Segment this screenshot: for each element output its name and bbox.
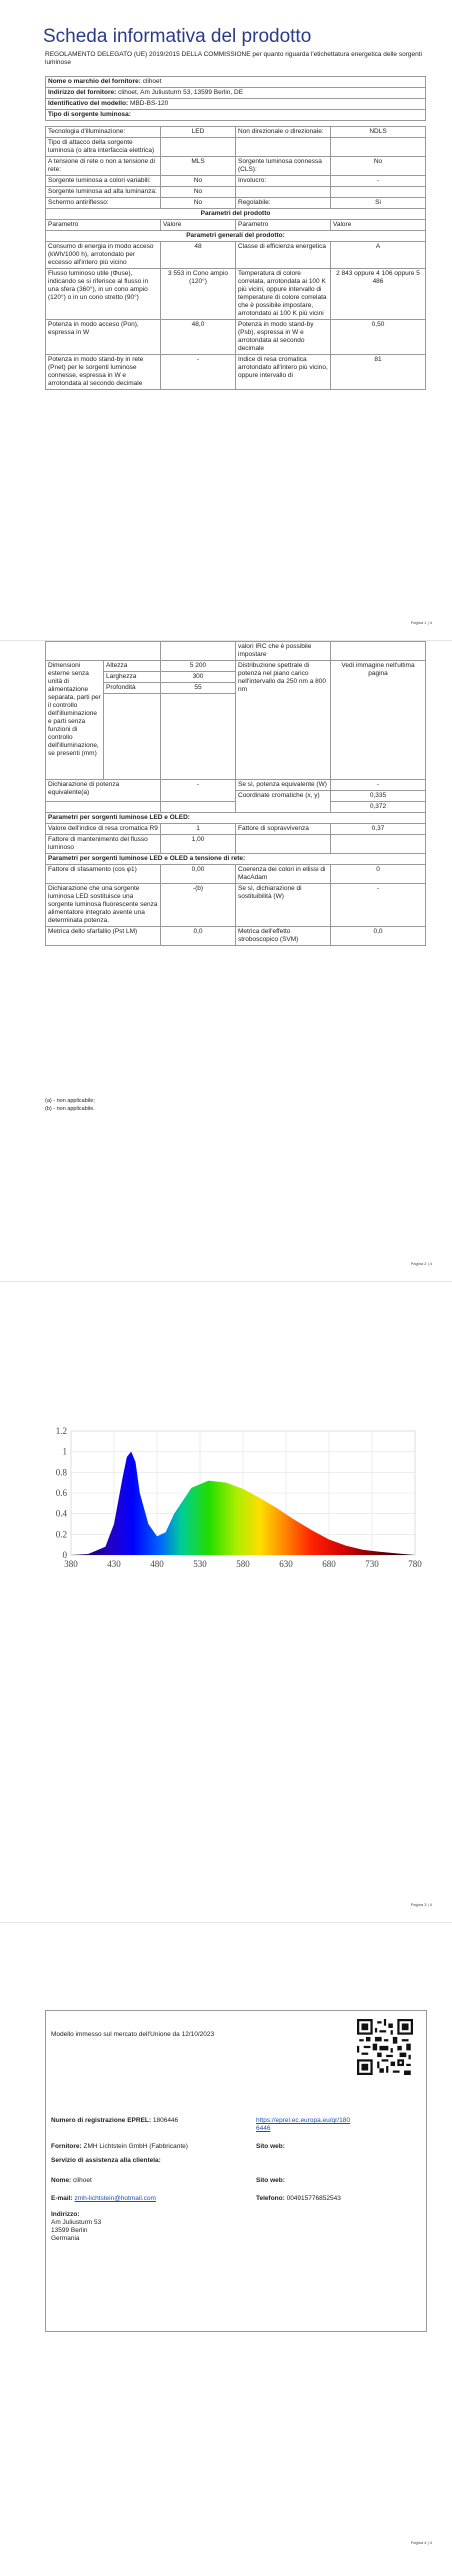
footnote-a: (a) - non applicabile; (45, 1098, 95, 1104)
supplier-value: ZMH Lichtstein GmbH (Fabbricante) (83, 2143, 188, 2150)
footnotes (45, 1097, 95, 1113)
y-tick-label: 1 (62, 1446, 67, 1457)
table-row: Sorgente luminosa ad alta luminanza: No (46, 187, 426, 198)
x-tick-label: 430 (107, 1559, 121, 1569)
table-row (46, 642, 426, 661)
table-row: Fattore di sfasamento (cos φ1) 0,00 Coerenza dei colori in ellissi di MacAdam 0 (46, 865, 426, 884)
params-table-continued (45, 641, 426, 946)
email-link[interactable]: zmh-lichtstein@hotmail.com (74, 2195, 156, 2202)
spectral-chart (43, 1425, 423, 1575)
table-row: Flusso luminoso utile (Φuse), indicando se si riferisce al flusso in una sfera (360°), in un cono ampio (120°) o in un cono stretto (90°) 3 553 in Cono ampio (120°) Temperatura di colore correlata, arrotondata ai 100 K più vicini, oppure intervallo di temperature di colore correlata che è possibile impostare, arrotondato ai 100 K più vicini 2 843 oppure 4 106 oppure 5 486 (46, 269, 426, 320)
qr-code[interactable] (357, 2019, 413, 2075)
document-subtitle: REGOLAMENTO DELEGATO (UE) 2019/2015 DELLA COMMISSIONE per quanto riguarda l'etichettatura energetica delle sorgenti luminose (45, 51, 422, 66)
table-row: Dimensioni esterne senza unità di alimentazione separata, parti per il controllo dell'illuminazione e parti senza funzioni di controllo dell'illuminazione, se presenti (mm) Altezza 5 200 Distribuzione spettrale di potenza nel piano carico nell'intervallo da 250 nm a 800 nm Vedi immagine nell'ultima pagina (46, 661, 426, 672)
table-row (46, 110, 426, 121)
y-tick-label: 1.2 (55, 1426, 67, 1436)
eprel-link[interactable]: https://eprel.ec.europa.eu/qr/1806446 (256, 2117, 350, 2132)
x-tick-label: 630 (279, 1559, 293, 1569)
service-name-value: clihoet (73, 2177, 92, 2184)
table-row: Schermo antiriflesso: No Regolabile: Si (46, 198, 426, 209)
document-title: Scheda informativa del prodotto (43, 26, 312, 47)
x-tick-label: 680 (322, 1559, 336, 1569)
x-tick-label: 530 (193, 1559, 207, 1569)
y-tick-label: 0.4 (55, 1508, 67, 1519)
table-row: 0,372 (46, 802, 426, 813)
table-row: Profondità 55 (46, 683, 426, 694)
table-row: Coordinate cromatiche (x, y) 0,335 (46, 791, 426, 802)
table-row (46, 99, 426, 110)
x-tick-label: 730 (365, 1559, 379, 1569)
page-number: Pagina 2 | 4 (410, 1261, 432, 1266)
x-tick-label: 380 (64, 1559, 78, 1569)
supplier-name-value: clihoet (142, 78, 162, 85)
table-row: Potenza in modo stand-by in rete (Pnet) per le sorgenti luminose connesse, espressa in W e arrotondata al secondo decimale - Indice di resa cromatica arrotondato all'intero più vicino, oppure intervallo di 81 (46, 355, 426, 390)
model-id-value: MBD-BS-120 (130, 100, 169, 107)
y-tick-label: 0.6 (55, 1488, 67, 1498)
params-header: Parametri del prodotto (46, 209, 426, 220)
type-table (45, 126, 426, 390)
table-row: Tecnologia d'illuminazione: LED Non direzionale o direzionale: NDLS (46, 127, 426, 138)
eprel-card (45, 2010, 427, 2332)
customer-service-label: Servizio di assistenza alla clientela: (51, 2157, 161, 2164)
address-label: Indirizzo: (51, 2211, 80, 2218)
x-tick-label: 780 (408, 1559, 422, 1569)
dimensions-label: Dimensioni esterne senza unità di alimentazione separata, parti per il controllo dell'illuminazione e parti senza funzioni di controllo dell'illuminazione, se presenti (mm) (46, 661, 104, 780)
table-row: Potenza in modo acceso (Pon), espressa in W 48,0 Potenza in modo stand-by (Psb), espressa in W e arrotondata al secondo decimale 0,50 (46, 320, 426, 355)
registration-value: 1806446 (152, 2117, 179, 2124)
table-row (46, 88, 426, 99)
phone-value: 004915776852543 (286, 2195, 341, 2202)
table-row: Dichiarazione che una sorgente luminosa LED sostituisce una sorgente luminosa fluorescente senza alimentatore integrato avente una determinata potenza. -(b) Se sì, dichiarazione di sostituibilità (W) - (46, 884, 426, 927)
service-website-label: Sito web: (256, 2177, 285, 2184)
page-number: Pagina 1 | 4 (410, 620, 432, 625)
email-label: E-mail: (51, 2195, 73, 2202)
page-divider (0, 1922, 452, 1923)
supplier-address-label: Indirizzo del fornitore: (48, 89, 117, 96)
led-oled-header: Parametri per sorgenti luminose LED e OLED: (46, 813, 426, 824)
x-tick-label: 580 (236, 1559, 250, 1569)
x-tick-label: 480 (150, 1559, 164, 1569)
address-line: Germania (51, 2235, 80, 2242)
placed-on-market-text: Modello immesso sul mercato dell'Unione da 12/10/2023 (51, 2031, 215, 2038)
supplier-name-label: Nome o marchio del fornitore: (48, 78, 141, 85)
model-id-label: Identificativo del modello: (48, 100, 129, 107)
table-row: Fattore di mantenimento del flusso luminoso 1,00 (46, 835, 426, 854)
table-row: Tipo di attacco della sorgente luminosa (o altra interfaccia elettrica) (46, 138, 426, 157)
page-2 (0, 641, 452, 1281)
service-name-label: Nome: (51, 2177, 72, 2184)
table-row: Sorgente luminosa a colori variabili: No Involucro: - (46, 176, 426, 187)
supplier-label: Fornitore: (51, 2143, 82, 2150)
general-header: Parametri generali del prodotto: (46, 231, 426, 242)
page-1 (0, 0, 452, 640)
table-row: Parametro Valore Parametro Valore (46, 220, 426, 231)
page-3 (0, 1282, 452, 1922)
phone-label: Telefono: (256, 2195, 285, 2202)
type-header: Tipo di sorgente luminosa: (46, 110, 426, 121)
y-tick-label: 0.8 (55, 1467, 67, 1478)
y-tick-label: 0.2 (55, 1529, 67, 1540)
y-tick-label: 0 (62, 1550, 67, 1560)
supplier-address-value: clihoet, Am Juliusturm 53, 13599 Berlin, DE (118, 89, 244, 96)
table-row: Dichiarazione di potenza equivalente(a) - Se sì, potenza equivalente (W) - (46, 780, 426, 791)
table-row (46, 231, 426, 242)
page-number: Pagina 4 | 4 (410, 2540, 432, 2545)
table-row (46, 854, 426, 865)
footnote-b: (b) - non applicabile. (45, 1106, 95, 1112)
table-row: Larghezza 300 (46, 672, 426, 683)
table-row (46, 77, 426, 88)
address-line: Am Juliusturm 53 (51, 2219, 102, 2226)
address-line: 13599 Berlin (51, 2227, 88, 2234)
table-row: Metrica dello sfarfallio (Pst LM) 0,0 Metrica dell'effetto stroboscopico (SVM) 0,0 (46, 927, 426, 946)
cri-continued: valori IRC che è possibile impostare (236, 642, 331, 661)
table-row (46, 209, 426, 220)
supplier-table (45, 76, 426, 121)
website-label: Sito web: (256, 2143, 285, 2150)
registration-label: Numero di registrazione EPREL: (51, 2117, 152, 2124)
table-row (46, 813, 426, 824)
page-number: Pagina 3 | 4 (410, 1902, 432, 1907)
table-row: Valore dell'indice di resa cromatica R9 1 Fattore di sopravvivenza 0,37 (46, 824, 426, 835)
mains-header: Parametri per sorgenti luminose LED e OLED a tensione di rete: (46, 854, 426, 865)
table-row: A tensione di rete o non a tensione di rete: MLS Sorgente luminosa connessa (CLS): No (46, 157, 426, 176)
table-row: Consumo di energia in modo acceso (kWh/1000 h), arrotondato per eccesso all'intero più vicino 48 Classe di efficienza energetica A (46, 242, 426, 269)
